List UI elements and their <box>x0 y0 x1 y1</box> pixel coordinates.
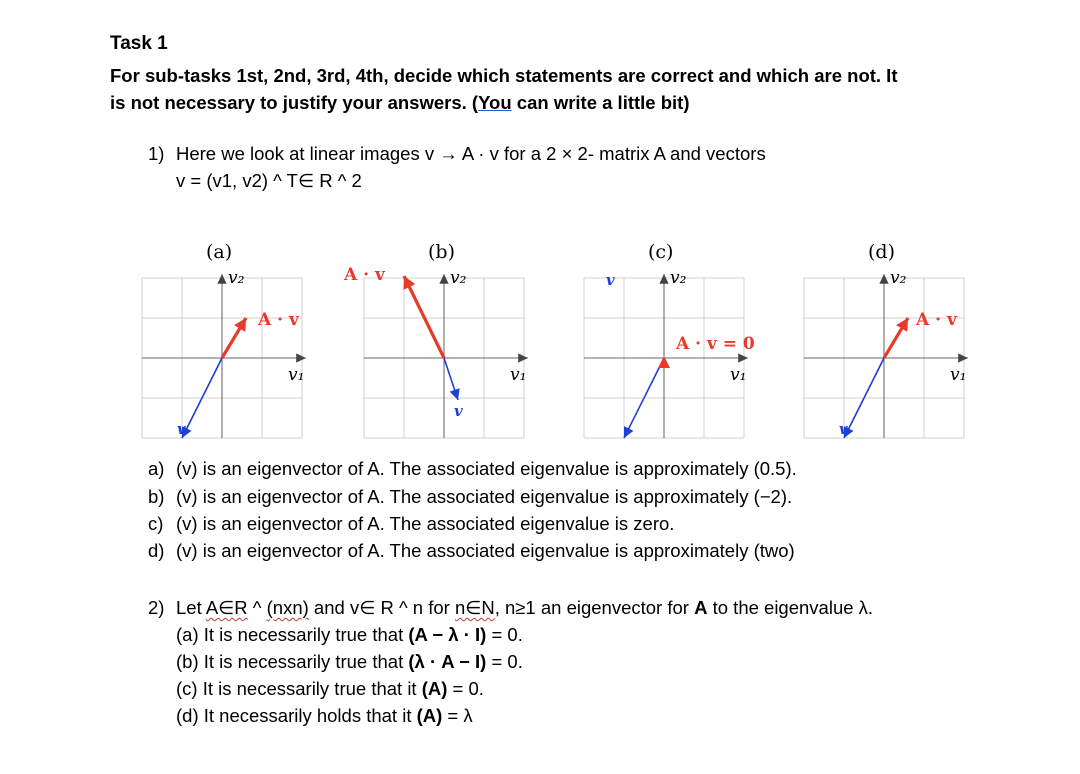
instr-part-a: is not necessary to justify your answers. ( <box>110 92 479 113</box>
stem-part: (nxn) <box>266 597 309 618</box>
y-axis-head <box>659 274 668 284</box>
figure-label: (c) <box>648 241 674 263</box>
x-axis-head <box>518 353 528 362</box>
axis-label-v2: v₂ <box>450 268 467 288</box>
q2-option-d <box>176 703 473 729</box>
y-axis-head <box>439 274 448 284</box>
option-letter: c) <box>148 513 164 534</box>
opt-post: = 0. <box>486 651 523 672</box>
vector-v-label: v <box>454 402 463 420</box>
option-text: (v) is an eigenvector of A. The associated eigenvalue is approximately (0.5). <box>176 458 797 479</box>
q1-line-2: v = (v1, v2) ^ T∈ R ^ 2 <box>176 170 362 191</box>
opt-pre: (a) It is necessarily true that <box>176 624 409 645</box>
opt-bold: (A) <box>416 705 443 726</box>
opt-pre: (c) It is necessarily true that it <box>176 678 422 699</box>
task-title: Task 1 <box>110 33 168 54</box>
axis-label-v1: v₁ <box>288 365 305 385</box>
opt-bold: (A − λ · I) <box>408 624 487 645</box>
q1-option-d <box>148 538 795 564</box>
vector-av <box>404 276 444 358</box>
figure-label: (d) <box>868 241 895 263</box>
x-axis-head <box>958 353 968 362</box>
opt-pre: (b) It is necessarily true that <box>176 651 409 672</box>
q2-stem <box>176 595 873 621</box>
q1-option-b <box>148 484 793 510</box>
q1-option-c <box>148 511 675 537</box>
vector-av-label: A · v <box>344 265 385 285</box>
figure-label: (a) <box>206 241 233 263</box>
y-axis-head <box>217 274 226 284</box>
option-letter: d) <box>148 540 165 561</box>
q2-option-c <box>176 676 484 702</box>
option-letter: b) <box>148 486 165 507</box>
q2-number: 2) <box>148 597 165 618</box>
opt-pre: (d) It necessarily holds that it <box>176 705 417 726</box>
axis-label-v1: v₁ <box>730 365 747 385</box>
opt-post: = 0. <box>486 624 523 645</box>
figure-label: (b) <box>428 241 455 263</box>
q1-number: 1) <box>148 143 165 164</box>
x-axis-head <box>296 353 306 362</box>
x-axis-head <box>738 353 748 362</box>
stem-part: , n≥1 an eigenvector for <box>494 597 695 618</box>
vector-v-label: v <box>606 271 615 289</box>
vector-v-label: v <box>839 420 848 438</box>
opt-post: = λ <box>442 705 473 726</box>
option-text: (v) is an eigenvector of A. The associated eigenvalue is approximately (−2). <box>176 486 793 507</box>
opt-post: = 0. <box>447 678 484 699</box>
stem-part: A <box>694 597 708 618</box>
axis-label-v2: v₂ <box>228 268 245 288</box>
vector-av-label: A · v = 0 <box>676 334 755 354</box>
vector-av-label: A · v <box>916 310 957 330</box>
stem-part: ^ <box>247 597 267 618</box>
opt-bold: (λ · A − I) <box>408 651 487 672</box>
q2-option-b <box>176 649 523 675</box>
y-axis-head <box>879 274 888 284</box>
axis-label-v1: v₁ <box>510 365 527 385</box>
axis-label-v2: v₂ <box>670 268 687 288</box>
instr-part-you: You <box>478 92 512 113</box>
opt-bold: (A) <box>421 678 448 699</box>
stem-part: to the eigenvalue λ. <box>707 597 874 618</box>
option-text: (v) is an eigenvector of A. The associated eigenvalue is approximately (two) <box>176 540 795 561</box>
stem-part: and v∈ R ^ n for <box>308 597 455 618</box>
vector-av-label: A · v <box>258 310 299 330</box>
stem-part: Let <box>176 597 206 618</box>
instructions-line-1: For sub-tasks 1st, 2nd, 3rd, 4th, decide which statements are correct and which are not. It <box>110 65 898 86</box>
option-letter: a) <box>148 458 165 479</box>
axis-label-v1: v₁ <box>950 365 967 385</box>
option-text: (v) is an eigenvector of A. The associated eigenvalue is zero. <box>176 513 675 534</box>
q1-option-a <box>148 456 797 482</box>
axis-label-v2: v₂ <box>890 268 907 288</box>
vector-v-label: v <box>177 420 186 438</box>
q1-line-1: Here we look at linear images v → A · v for a 2 × 2- matrix A and vectors <box>176 143 766 164</box>
q2-option-a <box>176 622 523 648</box>
stem-part: A∈R <box>205 597 248 618</box>
instr-part-c: can write a little bit) <box>511 92 690 113</box>
stem-part: n∈N <box>454 597 495 618</box>
